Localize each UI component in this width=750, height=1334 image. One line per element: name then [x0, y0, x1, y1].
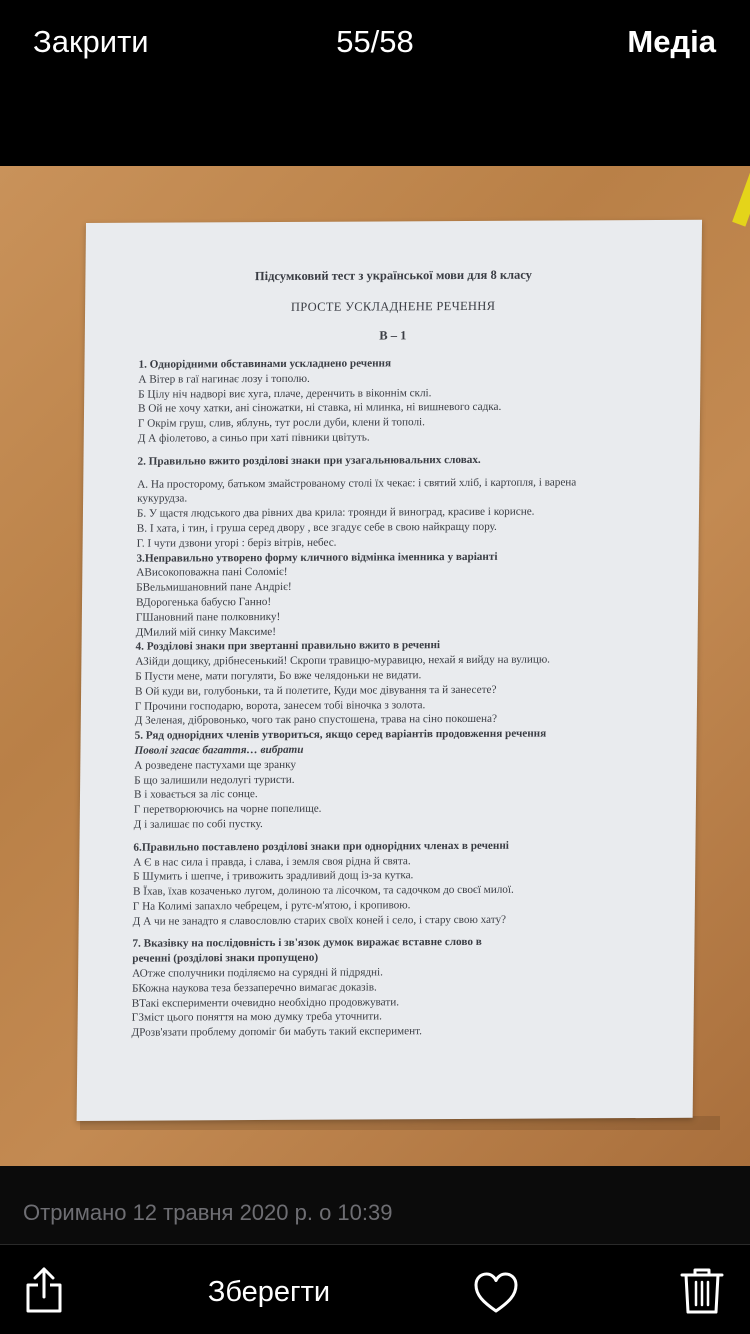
question-line: реченні (розділові знаки пропущено) — [132, 952, 319, 965]
document-line: Д А фіолетово, а синьо при хаті півники цвітуть. — [137, 431, 370, 445]
document-line: В Їхав, їхав козаченько лугом, долиною та лісочком, та садочком до своєї милої. — [132, 883, 514, 898]
close-button[interactable]: Закрити — [33, 24, 149, 59]
document-line: ВДорогенька бабусю Ганно! — [135, 595, 272, 609]
received-date: Отримано 12 травня 2020 р. о 10:39 — [23, 1200, 393, 1225]
photo-counter: 55/58 — [336, 24, 414, 59]
document-line: В Ой куди ви, голубоньки, та й полетите, Куди моє дівування та й занесете? — [135, 683, 497, 698]
yellow-object — [732, 166, 750, 227]
document-line: БВельмишановний пане Андріє! — [136, 581, 292, 594]
top-bar — [0, 0, 750, 166]
document-line: АОтже сполучники поділяємо на сурядні й підрядні. — [132, 966, 384, 980]
document-title: Підсумковий тест з української мови для 8 класу — [254, 267, 533, 284]
question-line: 3.Неправильно утворено форму кличного відмінка іменника у варіанті — [136, 550, 498, 565]
document-subtitle: ПРОСТЕ УСКЛАДНЕНЕ РЕЧЕННЯ — [290, 298, 496, 314]
heart-icon — [473, 1271, 519, 1315]
document-line: А Є в нас сила і правда, і слава, і земля своя рідна й свята. — [133, 854, 411, 869]
document-line: А розведене пастухами ще зранку — [134, 758, 297, 772]
document-line: Б. У щастя людського два рівних два крила: троянди й виноград, красиве і корисне. — [136, 505, 535, 520]
trash-icon — [679, 1266, 725, 1316]
document-variant: В – 1 — [379, 328, 407, 343]
delete-button[interactable] — [679, 1266, 725, 1316]
document-line: А Вітер в гаї нагинає лозу і тополю. — [138, 372, 310, 386]
question-line: 7. Вказівку на послідовність і зв'язок думок виражає вставне слово в — [132, 936, 482, 951]
document-line: Д Зеленая, дібровонько, чого так рано спустошена, трава на сіно покошена? — [134, 713, 498, 728]
document-line: В Ой не хочу хатки, ані сіножатки, ні ставка, ні млинка, ні вишневого садка. — [137, 401, 502, 416]
document-line: Поволі згасає багаття… вибрати — [134, 743, 304, 757]
document-line: Д і залишає по собі пустку. — [133, 817, 263, 831]
document-line: ГШановний пане полковнику! — [135, 610, 281, 624]
save-button[interactable]: Зберегти — [207, 1276, 331, 1308]
document-line: Г Прочини господарю, ворота, занесем тобі віночка з золота. — [134, 698, 426, 713]
document-line: Б Шумить і шепче, і тривожить зрадливий дощ із-за кутка. — [133, 869, 414, 884]
document-line: ВТакі експерименти очевидно необхідно продовжувати. — [131, 995, 400, 1010]
photo-viewer[interactable] — [0, 166, 750, 1166]
document-line: Б що залишили недолугі туристи. — [134, 773, 295, 787]
document-line: Г. І чути дзвони угорі : беріз вітрів, небес. — [136, 536, 337, 550]
document-line: Д А чи не занадто я славословлю старих своїх коней і село, і стару свою хату? — [132, 913, 507, 928]
document-line: Б Пусти мене, мати погуляти, Бо вже челядоньки не видати. — [135, 669, 422, 683]
document-line: ДРозв'язати проблему допоміг би мабуть такий експеримент. — [131, 1025, 423, 1039]
question-line: 5. Ряд однорідних членів утвориться, якщо серед варіантів продовження речення — [134, 727, 547, 742]
document-line: АЗійди дощику, дрібнесенький! Скропи травицю-муравицю, нехай я вийду на вулицю. — [135, 653, 551, 668]
document-line: Б Цілу ніч надворі виє хуга, плаче, деренчить в віконнім склі. — [138, 386, 432, 401]
document-line: БКожна наукова теза беззаперечно вимагає доказів. — [131, 981, 377, 995]
document-line: В. І хата, і тин, і груша серед двору , все згадує себе в свою найкращу пору. — [136, 520, 497, 535]
document-line: Г Окрім груш, слив, яблунь, тут росли дуби, клени й тополі. — [137, 416, 426, 430]
question-line: 2. Правильно вжито розділові знаки при узагальнювальних словах. — [137, 453, 481, 468]
question-line: 1. Однорідними обставинами ускладнено речення — [138, 357, 392, 371]
question-line: 6.Правильно поставлено розділові знаки при однорідних членах в реченні — [133, 839, 509, 854]
document-line: Г перетворюючись на чорне попелище. — [133, 802, 322, 816]
document-line: В і ховається за ліс сонце. — [133, 788, 258, 802]
document-body — [131, 355, 660, 1041]
document-line: АВисокоповажна пані Соломіє! — [136, 566, 288, 580]
document-line: ДМилий мій синку Максиме! — [135, 625, 277, 639]
question-line: 4. Розділові знаки при звертанні правильно вжито в реченні — [135, 639, 441, 654]
favorite-button[interactable] — [473, 1271, 519, 1315]
media-button[interactable]: Медіа — [627, 24, 716, 59]
document-line: А. На просторому, батьком змайстрованому столі їх чекає: і святий хліб, і картопля, і варена — [137, 475, 577, 491]
document-line: ГЗміст цього поняття на мою думку треба уточнити. — [131, 1010, 383, 1025]
document-line: Г На Колимі запахло чебрецем, і рутє-м'ятою, і кропивою. — [132, 899, 411, 913]
document-paper — [77, 220, 702, 1121]
document-line: кукурудза. — [137, 492, 188, 506]
